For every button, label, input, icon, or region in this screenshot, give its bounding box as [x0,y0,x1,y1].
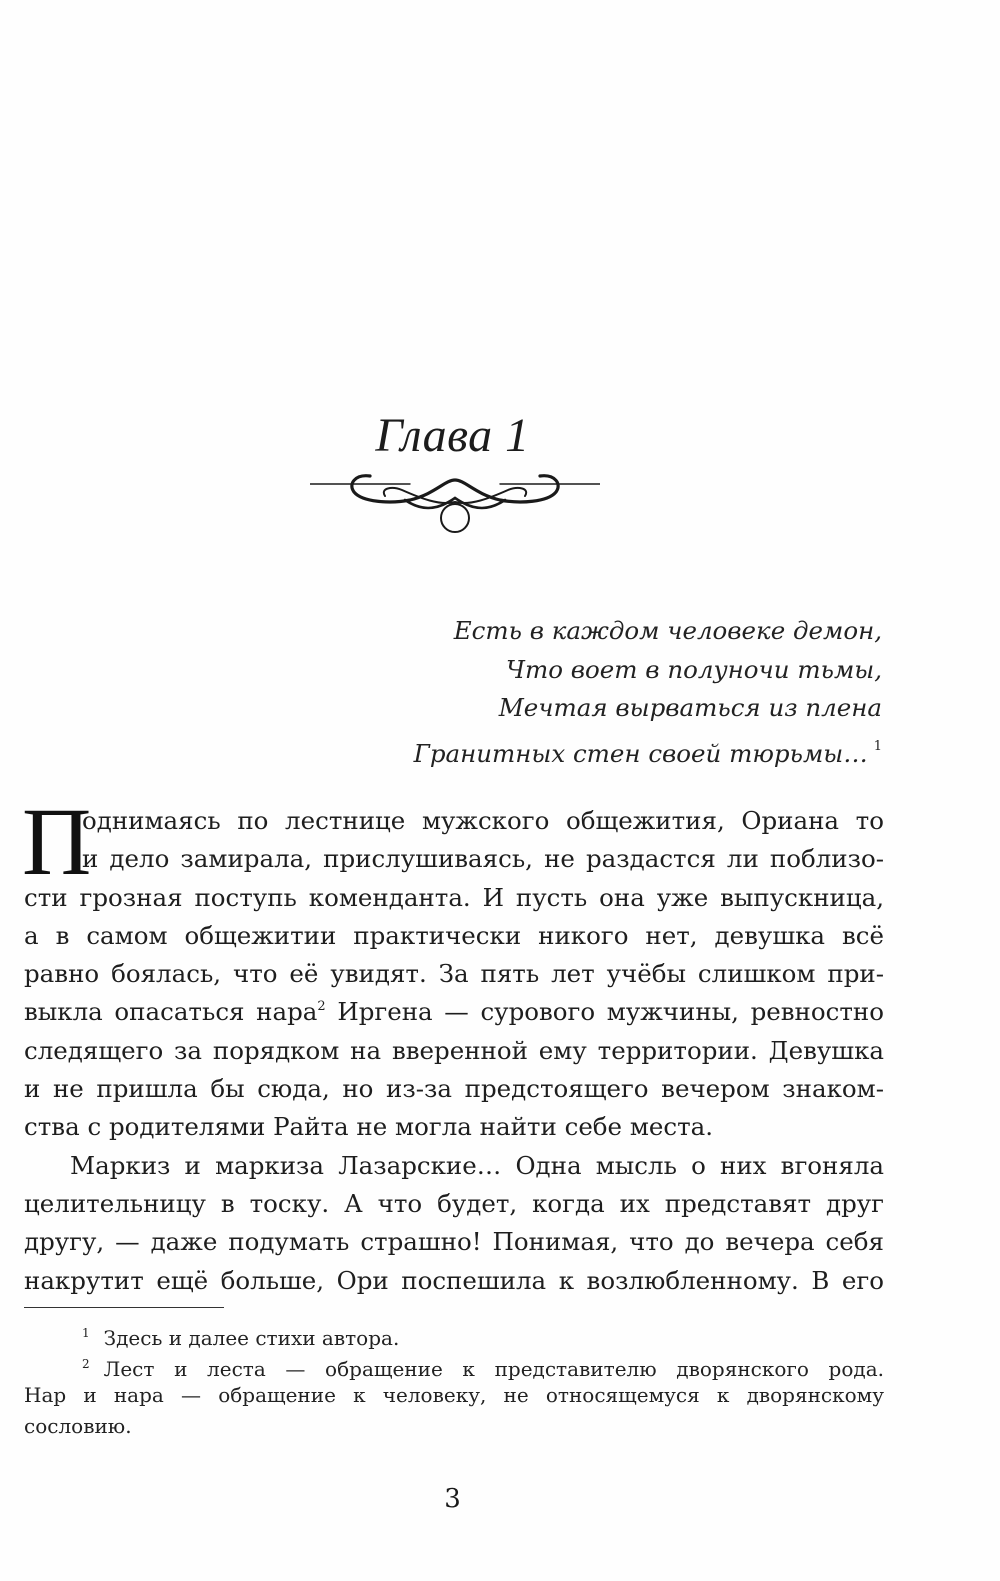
text-line: целительницу в тоску. А что будет, когда их представят друг [24,1188,884,1218]
text-segment: Иргена — сурового мужчины, ревностно [337,997,884,1027]
text-line: накрутит ещё больше, Ори поспешила к возлюбленному. В его [24,1265,884,1295]
text-line: а в самом общежитии практически никого нет, девушка всё [24,920,884,950]
footnote-text: Здесь и далее стихи автора. [103,1326,400,1350]
text-line: ства с родителями Райта не могла найти себе места. [24,1112,714,1142]
text-line: однимаясь по лестнице мужского общежития, Ориана то [82,806,884,835]
epigraph-poem [414,612,882,773]
footnote-text: Лест и леста — обращение к представителю дворянского рода. [103,1357,884,1381]
epigraph-line: Что воет в полуночи тьмы, [506,654,882,684]
flourish-ornament-icon [310,472,600,552]
body-paragraphs [22,788,884,1300]
page-number: 3 [444,1484,461,1514]
epigraph-line-text: Гранитных стен своей тюрьмы… [413,738,868,768]
footnote-divider [24,1307,224,1308]
text-line: и дело замирала, прислушиваясь, не раздастся ли поблизо- [82,844,884,874]
footnote-ref[interactable]: 2 [317,999,326,1015]
epigraph-line [414,728,882,774]
text-line: сти грозная поступь коменданта. И пусть она уже выпускница, [24,882,884,912]
footnote-number: 1 [82,1326,90,1340]
footnote-2-cont: Нар и нара — обращение к человеку, не относящемуся к дворянскому [24,1383,884,1407]
footnote-number: 2 [82,1357,90,1371]
footnote-1 [24,1318,884,1349]
text-line [24,993,884,1031]
text-line: равно боялась, что её увидят. За пять лет учёбы слишком при- [24,959,884,989]
chapter-title: Глава 1 [375,409,530,462]
footnote-2 [24,1349,884,1380]
text-line: и не пришла бы сюда, но из-за предстоящего вечером знаком- [24,1074,884,1104]
footnote-2-cont: сословию. [24,1414,132,1438]
footnotes [24,1318,884,1442]
epigraph-line: Мечтая вырваться из плена [498,693,882,722]
footnote-ref[interactable]: 1 [873,738,882,754]
epigraph-line: Есть в каждом человеке демон, [453,616,882,645]
text-line: Маркиз и маркиза Лазарские… Одна мысль о них вгоняла [70,1150,884,1180]
text-line: другу, — даже подумать страшно! Понимая, что до вечера себя [24,1227,884,1257]
drop-cap: П [22,788,92,895]
text-segment: выкла опасаться нара [24,997,318,1027]
text-line: следящего за порядком на вверенной ему территории. Девушка [24,1035,884,1065]
